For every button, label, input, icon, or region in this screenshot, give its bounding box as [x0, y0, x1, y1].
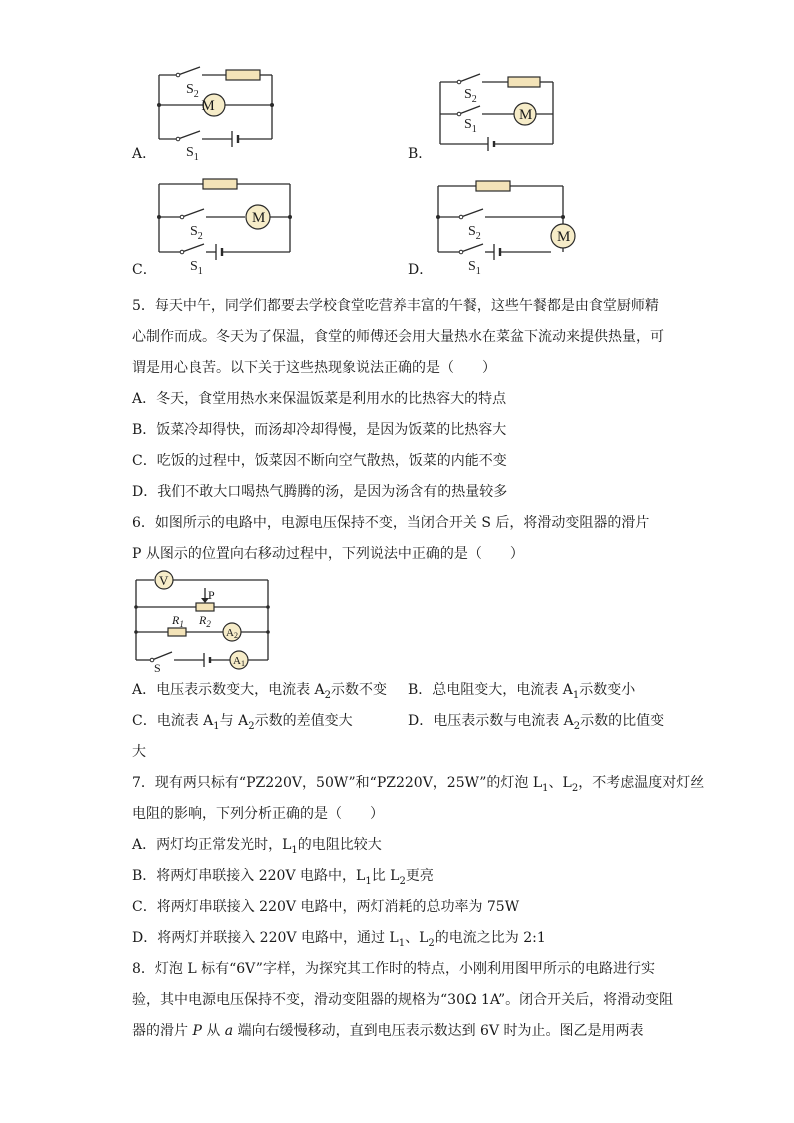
- resistor-r1: [168, 628, 186, 636]
- circuit-diagram-b: [432, 70, 562, 155]
- rheostat-r2: [196, 603, 214, 611]
- q7-option-a[interactable]: A．两灯均正常发光时，$L_1$的电阻比较大: [132, 837, 382, 856]
- svg-text:S2: $S_2$: [468, 224, 481, 242]
- resistor: [508, 77, 540, 87]
- option-b-label[interactable]: B．: [408, 146, 433, 162]
- q5-option-d[interactable]: D．我们不敢大口喝热气腾腾的汤，是因为汤含有的热量较多: [132, 484, 508, 500]
- motor-label: M: [252, 210, 266, 226]
- circuit-diagram-d: [430, 172, 585, 277]
- q5-option-a[interactable]: A．冬天，食堂用热水来保温饭菜是利用水的比热容大的特点: [132, 391, 507, 407]
- svg-text:A1: A1: [233, 655, 245, 668]
- svg-text:S2: $S_2$: [464, 87, 477, 105]
- svg-text:R1: $R_1$: [172, 613, 184, 629]
- q6-option-a[interactable]: A．电压表示数变大，电流表 $A_2$示数不变: [132, 682, 388, 701]
- resistor: [203, 179, 237, 189]
- svg-text:V: V: [159, 573, 169, 588]
- svg-text:S2: $S_2$: [186, 82, 199, 100]
- q6-option-c[interactable]: C．电流表 $A_1$与 $A_2$示数的差值变大: [132, 713, 353, 732]
- svg-text:R2: $R_2$: [199, 613, 211, 629]
- svg-text:A2: A2: [226, 627, 238, 640]
- q6-stem-line: P 从图示的位置向右移动过程中，下列说法中正确的是（ ）: [132, 546, 524, 562]
- q5-option-b[interactable]: B．饭菜冷却得快，而汤却冷却得慢，是因为饭菜的比热容大: [132, 422, 507, 438]
- q7-option-b[interactable]: B．将两灯串联接入 220V 电路中，$L_1$比 $L_2$更亮: [132, 868, 434, 887]
- q6-stem-line: 6．如图所示的电路中，电源电压保持不变，当闭合开关 S 后，将滑动变阻器的滑片: [132, 515, 650, 531]
- svg-text:S1: $S_1$: [190, 259, 203, 277]
- option-c-label[interactable]: C．: [132, 262, 157, 278]
- q7-stem-line: 电阻的影响，下列分析正确的是（ ）: [132, 806, 384, 822]
- circuit-diagram-a: [150, 62, 280, 163]
- circuit-diagram-c: [150, 172, 295, 277]
- q5-stem-line: 5．每天中午，同学们都要去学校食堂吃营养丰富的午餐，这些午餐都是由食堂厨师精: [132, 298, 659, 314]
- option-a-label[interactable]: A．: [132, 146, 157, 162]
- motor-label: M: [201, 98, 215, 114]
- q6-option-d-wrap: 大: [132, 744, 146, 760]
- option-d-label[interactable]: D．: [408, 262, 434, 278]
- svg-text:S1: $S_1$: [468, 259, 481, 277]
- q8-line: 验，其中电源电压保持不变，滑动变阻器的规格为“30Ω 1A”。闭合开关后，将滑动变阻: [132, 992, 674, 1008]
- q7-stem-line: 7．现有两只标有“PZ220V，50W”和“PZ220V，25W”的灯泡 $L_1$、$L_2$，不考虑温度对灯丝: [132, 775, 705, 794]
- svg-text:S1: $S_1$: [464, 117, 477, 135]
- svg-text:S1: $S_1$: [186, 145, 199, 163]
- q5-stem-line: 谓是用心良苦。以下关于这些热现象说法正确的是（ ）: [132, 360, 496, 376]
- q7-option-d[interactable]: D．将两灯并联接入 220V 电路中，通过 $L_1$、$L_2$的电流之比为 2:1: [132, 930, 546, 949]
- resistor: [476, 181, 510, 191]
- q8-line: 8．灯泡 L 标有“6V”字样，为探究其工作时的特点，小刚利用图甲所示的电路进行实: [132, 961, 655, 977]
- q6-option-b[interactable]: B．总电阻变大，电流表 $A_1$示数变小: [408, 682, 636, 701]
- resistor: [226, 70, 260, 80]
- motor-label: M: [519, 107, 533, 123]
- svg-text:S: S: [154, 661, 161, 675]
- q5-option-c[interactable]: C．吃饭的过程中，饭菜因不断向空气散热，饭菜的内能不变: [132, 453, 507, 469]
- svg-text:P: P: [208, 588, 215, 602]
- q8-line: 器的滑片 P 从 a 端向右缓慢移动，直到电压表示数达到 6V 时为止。图乙是用两表: [132, 1023, 644, 1039]
- motor-label: M: [557, 229, 571, 245]
- svg-text:S2: $S_2$: [190, 224, 203, 242]
- q7-option-c[interactable]: C．将两灯串联接入 220V 电路中，两灯消耗的总功率为 75W: [132, 899, 520, 915]
- q6-option-d[interactable]: D．电压表示数与电流表 $A_2$示数的比值变: [408, 713, 665, 732]
- q6-circuit-diagram: [128, 570, 278, 675]
- q5-stem-line: 心制作而成。冬天为了保温，食堂的师傅还会用大量热水在菜盆下流动来提供热量，可: [132, 329, 664, 345]
